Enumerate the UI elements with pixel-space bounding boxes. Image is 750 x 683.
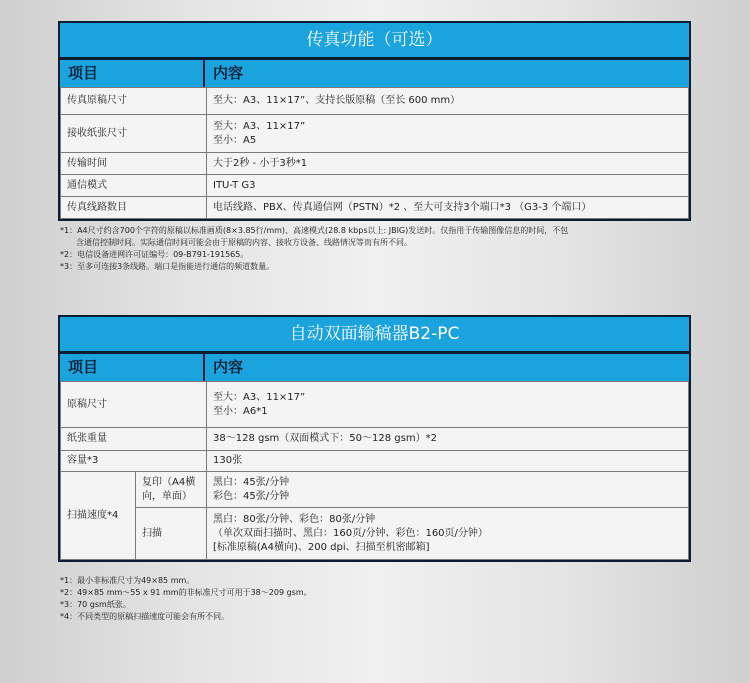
row-value	[207, 472, 689, 508]
footnote: *1：A4尺寸约含700个字符的原稿以标准画质(8×3.85行/mm)、高速模式(28.8 kbps以上: JBIG)发送时。仅指用于传输图像信息的时间，不包	[60, 226, 569, 235]
row-label: 纸张重量	[61, 428, 207, 451]
value-line: 黑白：80张/分钟、彩色：80张/分钟	[213, 513, 376, 525]
value-line: [标准原稿(A4横向)、200 dpi、扫描至机密邮箱]	[213, 541, 430, 553]
row-label: 扫描速度*4	[61, 472, 136, 560]
fax-spec-table	[60, 87, 689, 219]
table-row	[61, 472, 689, 508]
row-label: 通信模式	[61, 175, 207, 197]
row-label: 传真线路数目	[61, 197, 207, 219]
table-row	[61, 197, 689, 219]
footnote: *2：49×85 mm～55 x 91 mm的非标准尺寸可用于38～209 gsm。	[60, 588, 312, 597]
row-label: 接收纸张尺寸	[61, 115, 207, 153]
table-row	[61, 508, 689, 560]
table-row	[61, 382, 689, 428]
row-value: 大于2秒 - 小于3秒*1	[207, 153, 689, 175]
row-value	[207, 382, 689, 428]
table-row	[61, 115, 689, 153]
row-value	[207, 115, 689, 153]
footnote: *4：不同类型的原稿扫描速度可能会有所不同。	[60, 612, 230, 621]
row-label: 原稿尺寸	[61, 382, 207, 428]
value-line: 彩色：45张/分钟	[213, 490, 290, 502]
row-value: 电话线路、PBX、传真通信网（PSTN）*2 、至大可支持3个端口*3 （G3-3 个端口）	[207, 197, 689, 219]
fax-col-content: 内容	[213, 64, 244, 82]
row-label: 容量*3	[61, 451, 207, 472]
table-row	[61, 175, 689, 197]
fax-table-header	[60, 60, 689, 87]
table-row	[61, 428, 689, 451]
sub-label: 复印（A4横向，单面）	[136, 472, 207, 508]
adf-col-content: 内容	[213, 358, 244, 376]
value-line: 至小：A5	[213, 134, 257, 146]
footnote: *3：70 gsm纸张。	[60, 600, 131, 609]
fax-footnotes	[60, 225, 700, 273]
footnote: *1：最小非标准尺寸为49×85 mm。	[60, 576, 195, 585]
table-row	[61, 153, 689, 175]
footnote: *2：电信设备进网许可证编号：09-B791-191565。	[60, 250, 249, 259]
adf-footnotes	[60, 575, 700, 623]
fax-spec-panel	[58, 21, 691, 221]
value-line: 至大：A3、11×17”	[213, 120, 306, 132]
row-value: 至大：A3、11×17”、支持长版原稿（至长 600 mm）	[207, 88, 689, 115]
row-value	[207, 508, 689, 560]
adf-col-item: 项目	[60, 354, 205, 381]
value-line: （单次双面扫描时、黑白：160页/分钟、彩色：160页/分钟）	[213, 527, 488, 539]
value-line: 至大：A3、11×17”	[213, 391, 306, 403]
row-label: 传输时间	[61, 153, 207, 175]
sub-label: 扫描	[136, 508, 207, 560]
adf-spec-panel	[58, 315, 691, 562]
fax-col-item: 项目	[60, 60, 205, 87]
row-value: 38～128 gsm（双面模式下：50～128 gsm）*2	[207, 428, 689, 451]
value-line: 黑白：45张/分钟	[213, 476, 290, 488]
footnote: *3：至多可连接3条线路。端口是指能进行通信的频道数量。	[60, 262, 275, 271]
table-row	[61, 88, 689, 115]
row-value: 130张	[207, 451, 689, 472]
row-value: ITU-T G3	[207, 175, 689, 197]
adf-table-header	[60, 354, 689, 381]
row-label: 传真原稿尺寸	[61, 88, 207, 115]
adf-panel-title: 自动双面输稿器B2-PC	[60, 317, 689, 354]
fax-panel-title: 传真功能（可选）	[60, 23, 689, 60]
footnote: 含通信控制时间。实际通信时间可能会由于原稿的内容、接收方设备、线路情况等而有所不同。	[76, 238, 412, 247]
value-line: 至小：A6*1	[213, 405, 268, 417]
table-row	[61, 451, 689, 472]
adf-spec-table	[60, 381, 689, 560]
